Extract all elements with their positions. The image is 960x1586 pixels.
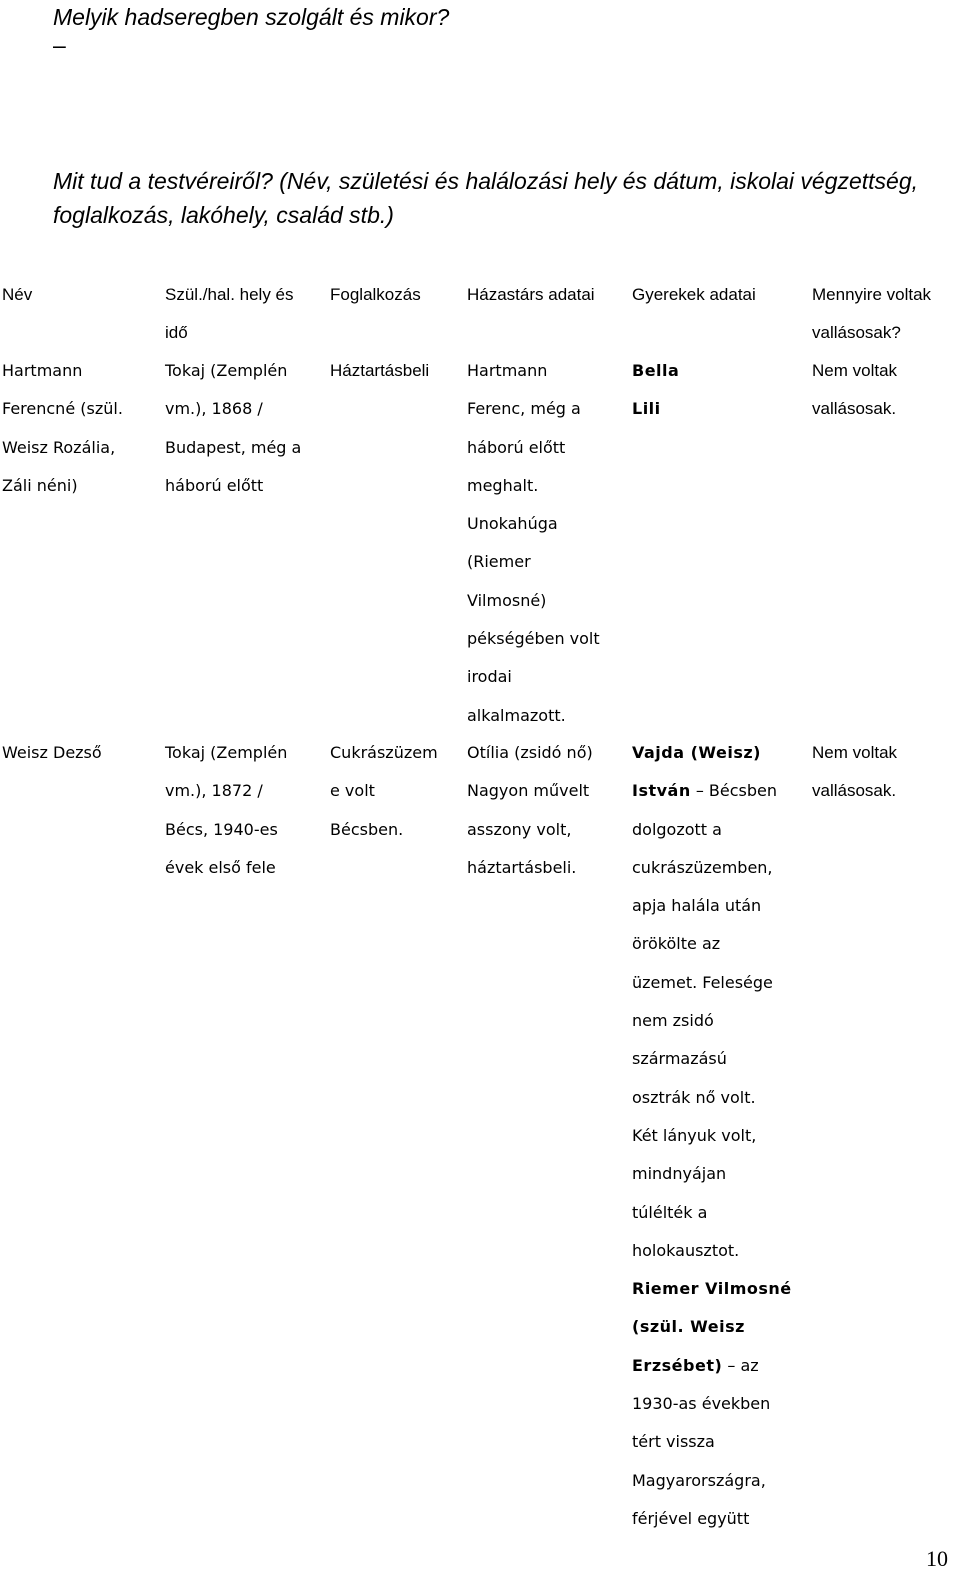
child-riemer-dash: – az [722, 1355, 759, 1375]
row2-occupation: Cukrászüzem e volt Bécsben. [330, 743, 438, 839]
row1-occupation: Háztartásbeli [330, 361, 430, 380]
header-name: Név [2, 285, 33, 304]
child-istvan: István [632, 781, 691, 801]
child-istvan-location: – Bécsben [690, 781, 778, 801]
row1-name: Hartmann Ferencné (szül. Weisz Rozália, Záli néni) [2, 361, 123, 495]
answer-dash: – [53, 32, 66, 58]
child-vajda: Vajda (Weisz) [632, 743, 761, 762]
child-riemer: Riemer Vilmosné (szül. Weisz Erzsébet) [632, 1279, 792, 1375]
row1-children: Bella Lili [632, 361, 680, 419]
question-siblings: Mit tud a testvéreiről? (Név, születési és halálozási hely és dátum, iskolai végzettség, foglalkozás, lakóhely, család stb.) [53, 168, 919, 228]
header-spouse: Házastárs adatai [467, 285, 595, 304]
header-religion: Mennyire voltak vallásosak? [812, 285, 932, 343]
row2-birth: Tokaj (Zemplén vm.), 1872 / Bécs, 1940-es évek első fele [165, 743, 288, 877]
row1-religion: Nem voltak vallásosak. [812, 361, 898, 419]
header-occupation: Foglalkozás [330, 285, 421, 304]
row2-name: Weisz Dezső [2, 743, 102, 762]
row2-spouse: Otília (zsidó nő) Nagyon művelt asszony volt, háztartásbeli. [467, 743, 593, 877]
row2-children [632, 734, 792, 1538]
header-children: Gyerekek adatai [632, 285, 756, 304]
question-army: Melyik hadseregben szolgált és mikor? [53, 4, 450, 30]
child-istvan-details: dolgozott a cukrászüzemben, apja halála után örökölte az üzemet. Felesége nem zsidó származású osztrák nő volt. Két lányuk volt, mindnyájan túlélték a holokausztot. [632, 819, 773, 1260]
row1-spouse: Hartmann Ferenc, még a háború előtt meghalt. Unokahúga (Riemer Vilmosné) pékségében volt irodai alkalmazott. [467, 361, 600, 725]
child-riemer-details: 1930-as években tért vissza Magyarországra, férjével együtt [632, 1394, 771, 1528]
page-number: 10 [926, 1546, 948, 1571]
row2-religion: Nem voltak vallásosak. [812, 743, 898, 801]
row1-birth: Tokaj (Zemplén vm.), 1868 / Budapest, még a háború előtt [165, 361, 302, 495]
header-birth-death: Szül./hal. hely és idő [165, 285, 294, 343]
